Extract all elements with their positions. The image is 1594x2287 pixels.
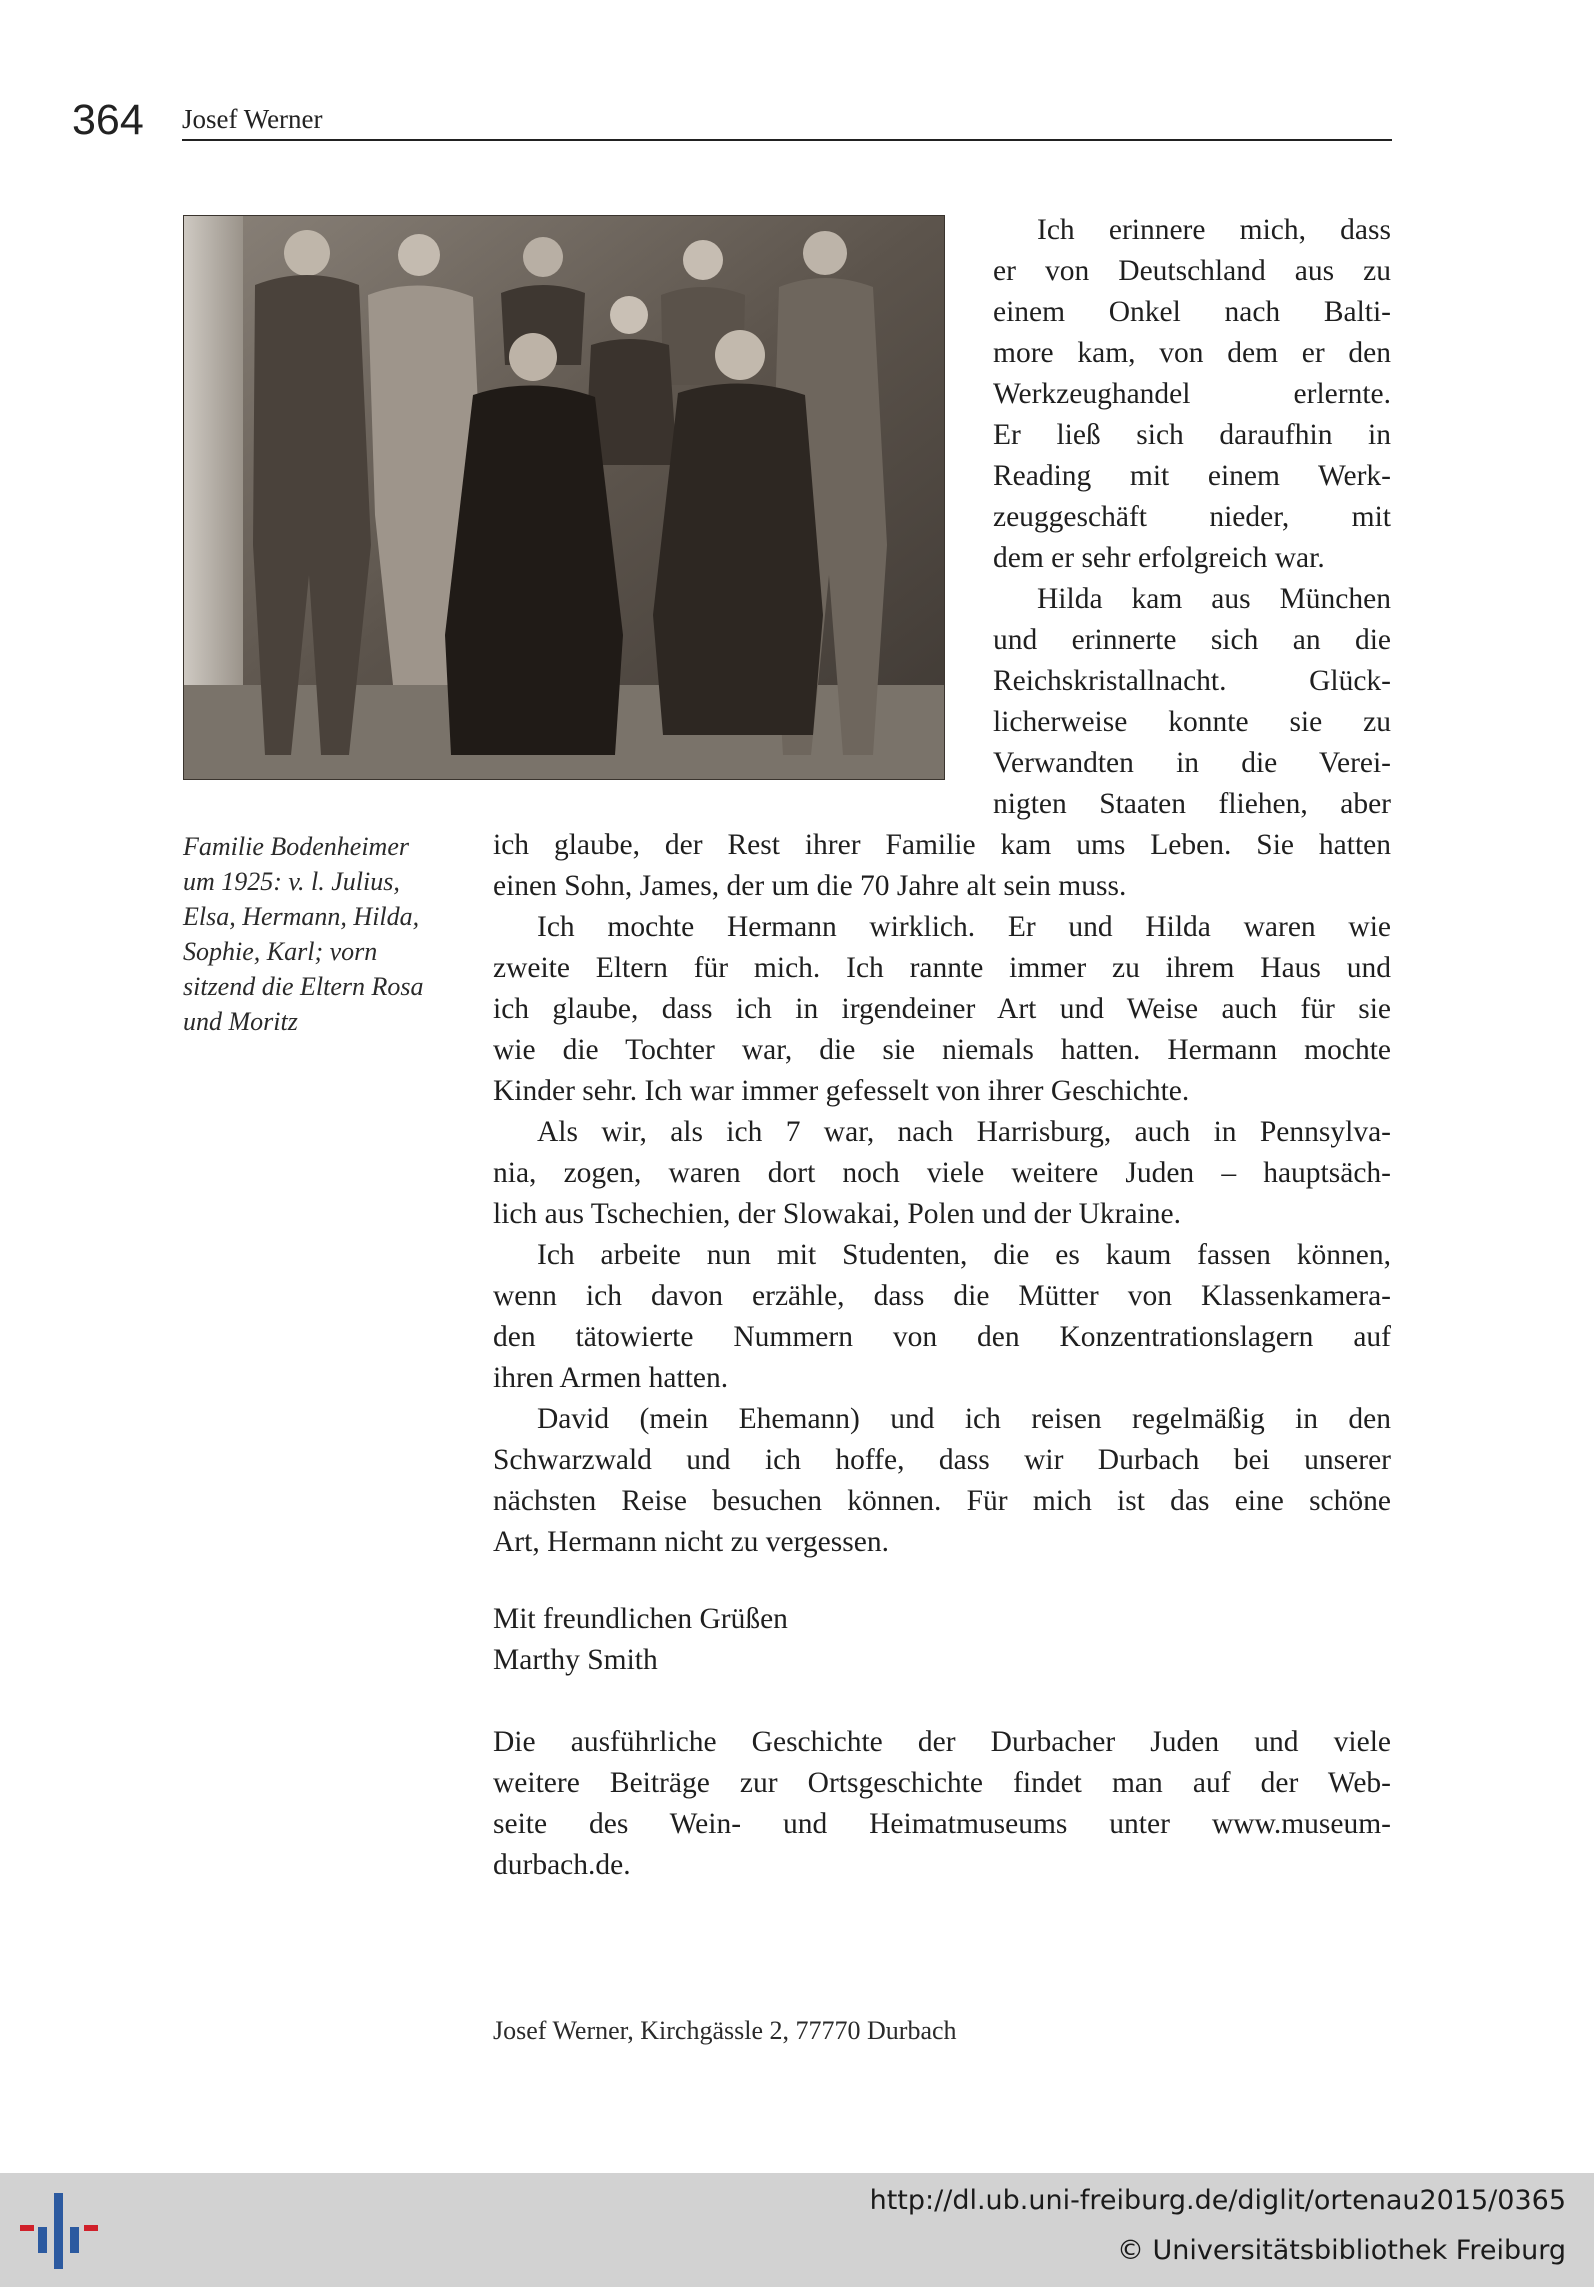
text-line: wie die Tochter war, die sie niemals hatten. Hermann mochte [493, 1034, 1391, 1066]
text-line: Die ausführliche Geschichte der Durbacher Juden und viele [493, 1726, 1391, 1758]
text-line: ich glaube, der Rest ihrer Familie kam ums Leben. Sie hatten [493, 829, 1391, 861]
caption-line: Elsa, Hermann, Hilda, [183, 902, 420, 931]
text-line: David (mein Ehemann) und ich reisen regelmäßig in den [537, 1403, 1391, 1435]
caption-line: sitzend die Eltern Rosa [183, 972, 424, 1001]
text-line: Ich erinnere mich, dass [1037, 214, 1391, 246]
family-photo [183, 215, 945, 780]
header-rule [182, 139, 1392, 141]
text-line: seite des Wein- und Heimatmuseums unter www.museum- [493, 1808, 1391, 1840]
text-line: Kinder sehr. Ich war immer gefesselt von ihrer Geschichte. [493, 1075, 1190, 1107]
running-header-author: Josef Werner [182, 104, 323, 134]
text-line: einen Sohn, James, der um die 70 Jahre alt sein muss. [493, 870, 1127, 902]
caption-line: Familie Bodenheimer [183, 832, 409, 861]
page-number: 364 [72, 96, 144, 144]
text-line: wenn ich davon erzähle, dass die Mütter von Klassenkamera- [493, 1280, 1391, 1312]
caption-line: und Moritz [183, 1007, 298, 1036]
text-line: nia, zogen, waren dort noch viele weitere Juden – hauptsäch- [493, 1157, 1391, 1189]
text-line: Schwarzwald und ich hoffe, dass wir Durbach bei unserer [493, 1444, 1391, 1476]
text-line: zweite Eltern für mich. Ich rannte immer zu ihrem Haus und [493, 952, 1391, 984]
photo-caption [183, 829, 473, 1039]
text-line: weitere Beiträge zur Ortsgeschichte findet man auf der Web- [493, 1767, 1391, 1799]
closing-name: Marthy Smith [493, 1644, 658, 1676]
text-line: nächsten Reise besuchen können. Für mich ist das eine schöne [493, 1485, 1391, 1517]
text-line: zeuggeschäft nieder, mit [993, 501, 1391, 533]
text-line: Als wir, als ich 7 war, nach Harrisburg, auch in Pennsylva- [537, 1116, 1391, 1148]
text-line: Reading mit einem Werk- [993, 460, 1391, 492]
copyright-notice: © Universitätsbibliothek Freiburg [1116, 2235, 1566, 2266]
text-line: Verwandten in die Verei- [993, 747, 1391, 779]
text-line: lich aus Tschechien, der Slowakai, Polen und der Ukraine. [493, 1198, 1181, 1230]
text-line: nigten Staaten fliehen, aber [993, 788, 1391, 820]
text-line: Werkzeughandel erlernte. [993, 378, 1391, 410]
museum-note [493, 1722, 1391, 1886]
closing-greeting: Mit freundlichen Grüßen [493, 1603, 788, 1635]
footer-bar [0, 2173, 1594, 2287]
text-line: er von Deutschland aus zu [993, 255, 1391, 287]
text-line: Ich mochte Hermann wirklich. Er und Hilda waren wie [537, 911, 1391, 943]
text-line: dem er sehr erfolgreich war. [993, 542, 1325, 574]
text-line: Ich arbeite nun mit Studenten, die es kaum fassen können, [537, 1239, 1391, 1271]
text-line: licherweise konnte sie zu [993, 706, 1391, 738]
library-logo-icon [18, 2189, 102, 2278]
text-line: und erinnerte sich an die [993, 624, 1391, 656]
text-line: Hilda kam aus München [1037, 583, 1391, 615]
text-line: den tätowierte Nummern von den Konzentrationslagern auf [493, 1321, 1391, 1353]
text-line: einem Onkel nach Balti- [993, 296, 1391, 328]
text-line: durbach.de. [493, 1849, 631, 1881]
text-line: Reichskristallnacht. Glück- [993, 665, 1391, 697]
text-line: ich glaube, dass ich in irgendeiner Art und Weise auch für sie [493, 993, 1391, 1025]
source-url-link[interactable]: http://dl.ub.uni-freiburg.de/diglit/ortenau2015/0365 [869, 2185, 1566, 2216]
body-text-narrow [993, 210, 1391, 825]
author-address: Josef Werner, Kirchgässle 2, 77770 Durbach [493, 2016, 957, 2045]
body-text-wide [493, 825, 1391, 1563]
text-line: more kam, von dem er den [993, 337, 1391, 369]
letter-closing [493, 1599, 1391, 1681]
caption-line: Sophie, Karl; vorn [183, 937, 378, 966]
text-line: Art, Hermann nicht zu vergessen. [493, 1526, 889, 1558]
caption-line: um 1925: v. l. Julius, [183, 867, 400, 896]
text-line: ihren Armen hatten. [493, 1362, 729, 1394]
text-line: Er ließ sich daraufhin in [993, 419, 1391, 451]
